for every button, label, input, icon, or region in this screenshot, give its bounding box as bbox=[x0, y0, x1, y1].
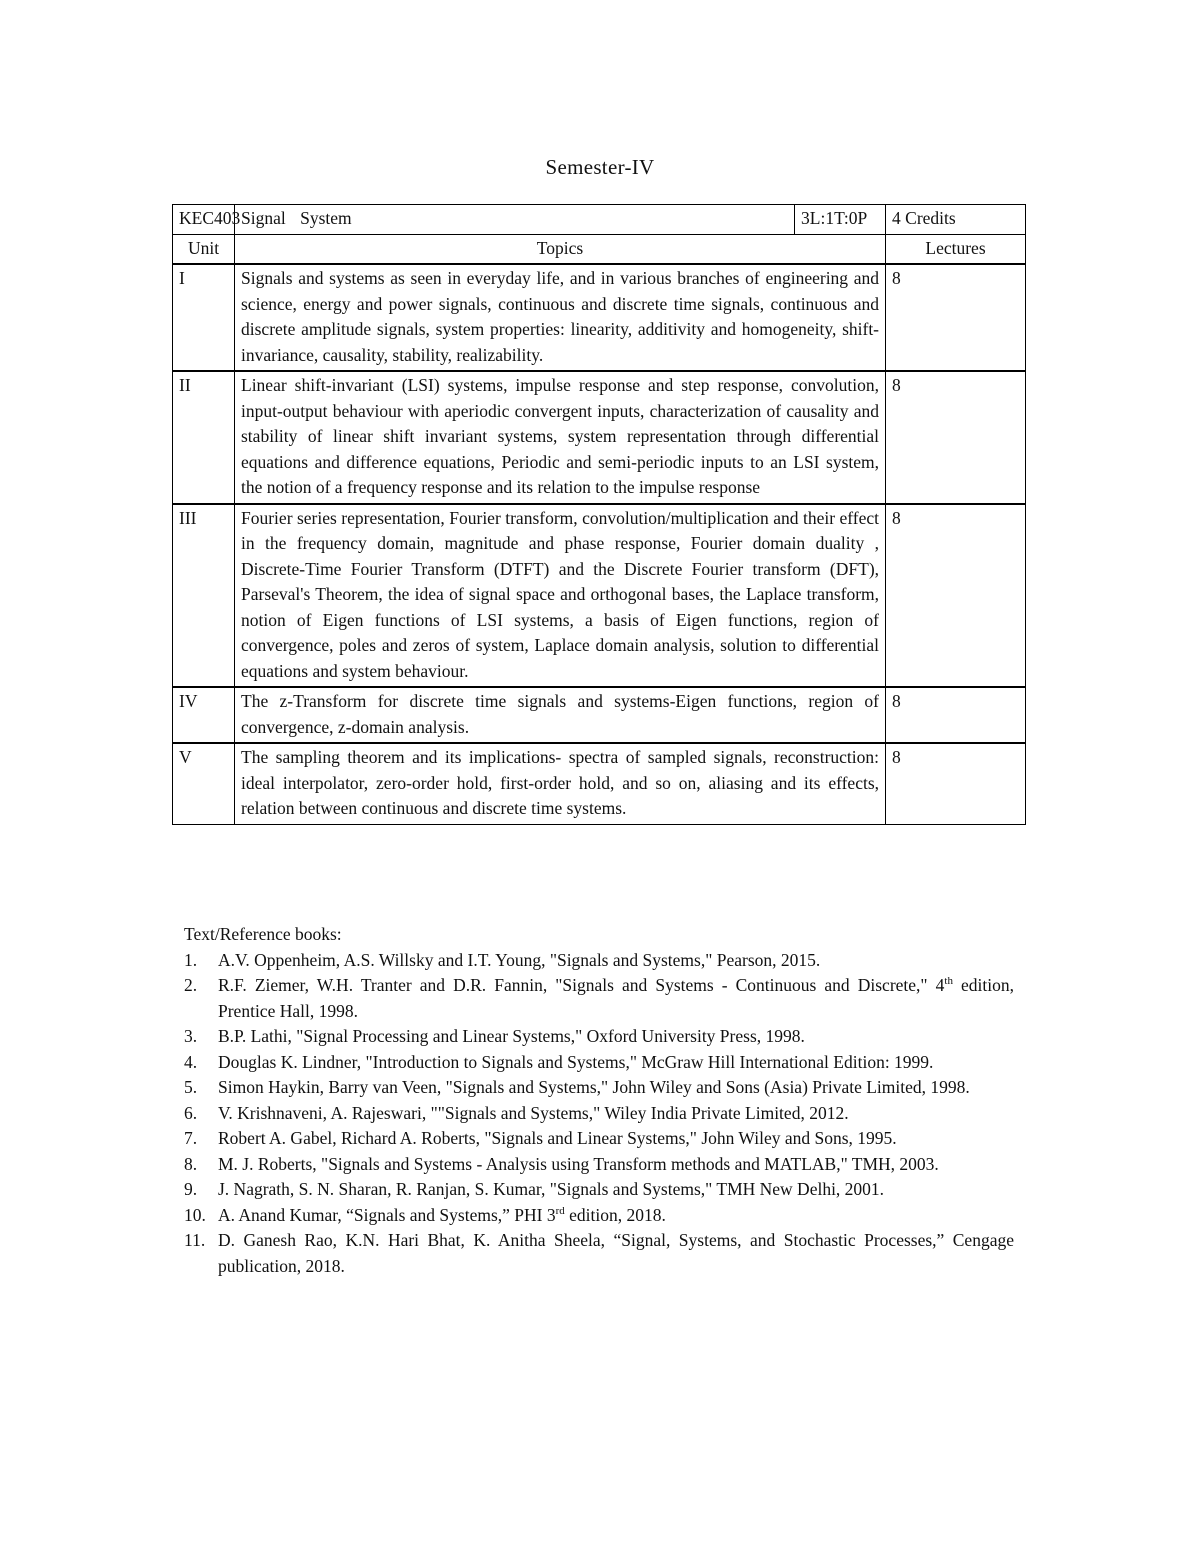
references-heading: Text/Reference books: bbox=[184, 924, 342, 944]
table-row bbox=[173, 687, 1026, 743]
item-text: R.F. Ziemer, W.H. Tranter and D.R. Fannin, "Signals and Systems - Continuous and Discrete," 4 bbox=[218, 975, 945, 995]
item-number: 9. bbox=[184, 1179, 198, 1199]
item-number: 1. bbox=[184, 949, 198, 970]
unit-lectures: 8 bbox=[886, 264, 1026, 371]
item-number: 10. bbox=[184, 1204, 206, 1225]
list-item bbox=[184, 1050, 1014, 1076]
table-row bbox=[173, 371, 1026, 504]
course-name: Signal System bbox=[235, 205, 795, 235]
unit-topics: The sampling theorem and its implications- spectra of sampled signals, reconstruction: ideal interpolator, zero-order hold, first-order hold, and so on, aliasing and its effects, relation between continuous and discrete time systems. bbox=[235, 743, 886, 824]
item-text: Douglas K. Lindner, "Introduction to Signals and Systems," McGraw Hill International Edition: 1999. bbox=[218, 1051, 934, 1072]
unit-lectures: 8 bbox=[886, 504, 1026, 688]
unit-number: III bbox=[173, 504, 235, 688]
list-item bbox=[184, 1101, 1014, 1127]
unit-topics: Signals and systems as seen in everyday life, and in various branches of engineering and science, energy and power signals, continuous and discrete time signals, continuous and discrete amplitude signals, system properties: linearity, additivity and homogeneity, shift-invariance, causality, stability, realizability. bbox=[235, 264, 886, 371]
list-item bbox=[184, 1075, 1014, 1101]
item-number: 7. bbox=[184, 1128, 198, 1148]
unit-header: Unit bbox=[173, 234, 235, 264]
item-text: Simon Haykin, Barry van Veen, "Signals and Systems," John Wiley and Sons (Asia) Private Limited, 1998. bbox=[218, 1077, 970, 1097]
column-header-row bbox=[173, 234, 1026, 264]
course-ltp: 3L:1T:0P bbox=[795, 205, 886, 235]
course-header-row bbox=[173, 205, 1026, 235]
course-credits: 4 Credits bbox=[886, 205, 1026, 235]
item-text: Robert A. Gabel, Richard A. Roberts, "Signals and Linear Systems," John Wiley and Sons, 1995. bbox=[218, 1128, 897, 1148]
item-text: B.P. Lathi, "Signal Processing and Linear Systems," Oxford University Press, 1998. bbox=[218, 1026, 805, 1046]
superscript: th bbox=[944, 975, 953, 988]
unit-number: IV bbox=[173, 687, 235, 743]
unit-number: I bbox=[173, 264, 235, 371]
item-text: V. Krishnaveni, A. Rajeswari, ""Signals and Systems," Wiley India Private Limited, 2012. bbox=[218, 1102, 849, 1123]
table-row bbox=[173, 504, 1026, 688]
unit-number: V bbox=[173, 743, 235, 824]
list-item bbox=[184, 948, 1014, 974]
unit-lectures: 8 bbox=[886, 687, 1026, 743]
item-text: D. Ganesh Rao, K.N. Hari Bhat, K. Anitha Sheela, “Signal, Systems, and Stochastic Processes,” Cengage publication, 2018. bbox=[218, 1230, 1014, 1276]
course-code: KEC403 bbox=[173, 205, 235, 235]
item-number: 6. bbox=[184, 1102, 198, 1123]
reference-books bbox=[184, 922, 1014, 1279]
list-item bbox=[184, 1177, 1014, 1203]
item-number: 3. bbox=[184, 1026, 198, 1046]
item-number: 5. bbox=[184, 1077, 198, 1097]
list-item bbox=[184, 973, 1014, 1024]
item-number: 11. bbox=[184, 1230, 206, 1250]
unit-topics: The z-Transform for discrete time signals and systems-Eigen functions, region of convergence, z-domain analysis. bbox=[235, 687, 886, 743]
unit-lectures: 8 bbox=[886, 371, 1026, 504]
table-row bbox=[173, 264, 1026, 371]
unit-topics: Linear shift-invariant (LSI) systems, impulse response and step response, convolution, input-output behaviour with aperiodic convergent inputs, characterization of causality and stability of linear shift invariant systems, system representation through differential equations and difference equations, Periodic and semi-periodic inputs to an LSI system, the notion of a frequency response and its relation to the impulse response bbox=[235, 371, 886, 504]
list-item bbox=[184, 1126, 1014, 1152]
item-text: M. J. Roberts, "Signals and Systems - Analysis using Transform methods and MATLAB," TMH, 2003. bbox=[218, 1153, 939, 1174]
item-number: 2. bbox=[184, 975, 198, 995]
item-number: 4. bbox=[184, 1051, 198, 1072]
unit-lectures: 8 bbox=[886, 743, 1026, 824]
list-item bbox=[184, 1203, 1014, 1229]
page-title: Semester-IV bbox=[545, 155, 655, 179]
item-text: A.V. Oppenheim, A.S. Willsky and I.T. Young, "Signals and Systems," Pearson, 2015. bbox=[218, 949, 821, 970]
unit-number: II bbox=[173, 371, 235, 504]
reference-list bbox=[184, 948, 1014, 1280]
table-row bbox=[173, 743, 1026, 824]
item-text: A. Anand Kumar, “Signals and Systems,” PHI 3 bbox=[218, 1204, 556, 1225]
list-item bbox=[184, 1152, 1014, 1178]
syllabus-table bbox=[172, 204, 1026, 825]
topics-header: Topics bbox=[235, 234, 886, 264]
item-text: J. Nagrath, S. N. Sharan, R. Ranjan, S. Kumar, "Signals and Systems," TMH New Delhi, 2001. bbox=[218, 1179, 885, 1199]
list-item bbox=[184, 1228, 1014, 1279]
lectures-header: Lectures bbox=[886, 234, 1026, 264]
unit-topics: Fourier series representation, Fourier transform, convolution/multiplication and their effect in the frequency domain, magnitude and phase response, Fourier domain duality , Discrete-Time Fourier Transform (DTFT) and the Discrete Fourier transform (DFT), Parseval's Theorem, the idea of signal space and orthogonal bases, the Laplace transform, notion of Eigen functions of LSI systems, a basis of Eigen functions, region of convergence, poles and zeros of system, Laplace domain analysis, solution to differential equations and system behaviour. bbox=[235, 504, 886, 688]
superscript: rd bbox=[555, 1204, 565, 1217]
item-text-end: edition, 2018. bbox=[564, 1204, 666, 1225]
item-text-end: edition, Prentice Hall, 1998. bbox=[218, 975, 1014, 1021]
item-number: 8. bbox=[184, 1153, 198, 1174]
list-item bbox=[184, 1024, 1014, 1050]
